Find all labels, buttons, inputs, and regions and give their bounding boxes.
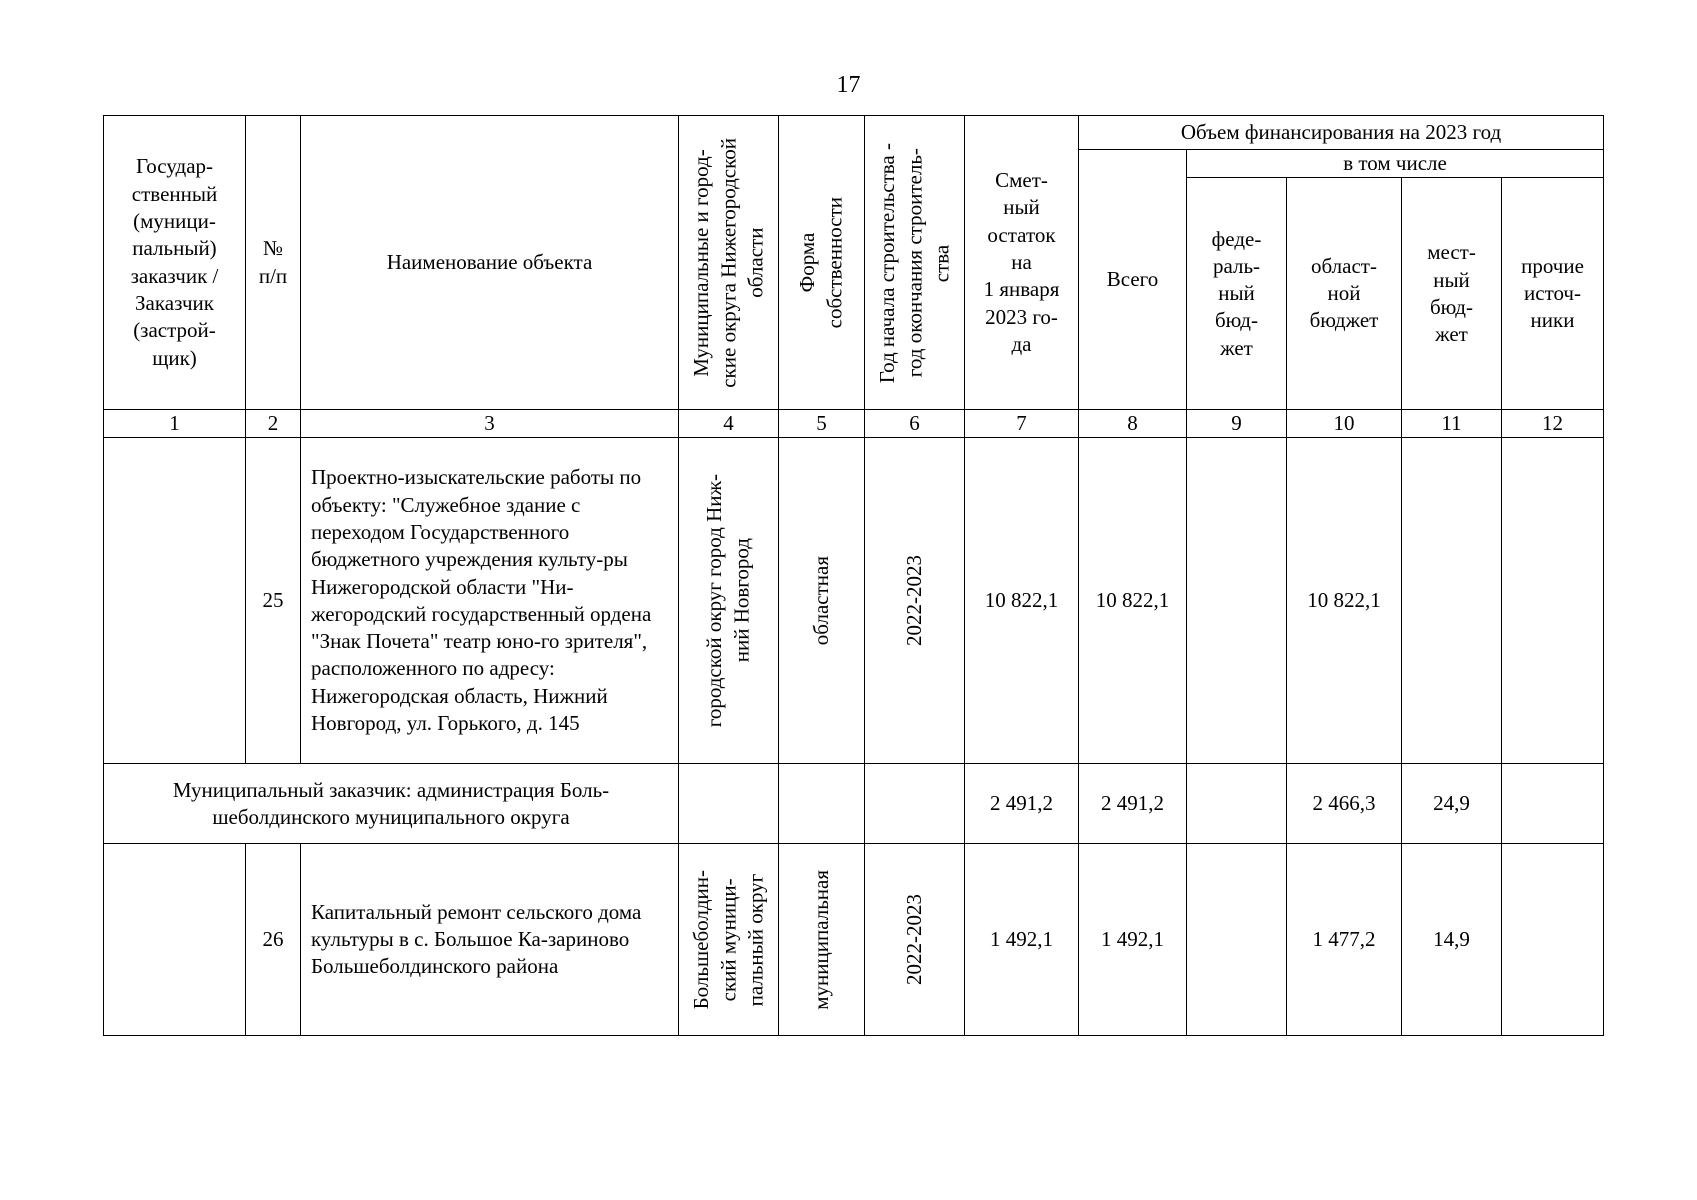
- column-number: 3: [301, 410, 679, 438]
- row-object-name: Капитальный ремонт сельского дома культуры в с. Большое Ка-зариново Большеболдинского района: [301, 844, 679, 1036]
- table-row: [104, 844, 1604, 1036]
- header-municipality: [679, 116, 779, 410]
- row-estimate: 1 492,1: [965, 844, 1079, 1036]
- header-municipality-text: Муниципальные и город- ские округа Нижегородской области: [688, 137, 768, 388]
- header-local: мест- ный бюд- жет: [1402, 178, 1502, 410]
- header-ownership-text: Форма собственности: [795, 196, 847, 329]
- row-regional: 10 822,1: [1287, 438, 1402, 764]
- row-num: 26: [246, 844, 301, 1036]
- customer-local: 24,9: [1402, 764, 1502, 844]
- customer-total: 2 491,2: [1079, 764, 1187, 844]
- row-local: [1402, 438, 1502, 764]
- row-num: 25: [246, 438, 301, 764]
- customer-municipality: [679, 764, 779, 844]
- column-number: 6: [865, 410, 965, 438]
- header-years-text: Год начала строительства - год окончания строитель- ства: [874, 142, 954, 383]
- table-row: [104, 438, 1604, 764]
- header-regional: област- ной бюджет: [1287, 178, 1402, 410]
- header-estimate: Смет- ный остаток на 1 января 2023 го- да: [965, 116, 1079, 410]
- customer-years: [865, 764, 965, 844]
- header-years: [865, 116, 965, 410]
- column-number: 8: [1079, 410, 1187, 438]
- row-years-text: 2022-2023: [901, 894, 926, 986]
- column-number: 7: [965, 410, 1079, 438]
- header-customer: Государ- ственный (муници- пальный) заказчик / Заказчик (застрой- щик): [104, 116, 246, 410]
- column-number: 5: [779, 410, 865, 438]
- row-object-name: Проектно-изыскательские работы по объекту: "Служебное здание с переходом Государственного бюджетного учреждения культу-ры Нижегородской области "Ни-жегородский государственный ордена "Знак Почета" театр юно-го зрителя", расположенного по адресу: Нижегородская область, Нижний Новгород, ул. Горького, д. 145: [301, 438, 679, 764]
- customer-regional: 2 466,3: [1287, 764, 1402, 844]
- row-customer: [104, 844, 246, 1036]
- row-estimate: 10 822,1: [965, 438, 1079, 764]
- customer-estimate: 2 491,2: [965, 764, 1079, 844]
- row-years: [865, 844, 965, 1036]
- row-customer: [104, 438, 246, 764]
- row-regional: 1 477,2: [1287, 844, 1402, 1036]
- row-years-text: 2022-2023: [901, 555, 926, 647]
- row-local: 14,9: [1402, 844, 1502, 1036]
- row-municipality: [679, 438, 779, 764]
- column-number: 12: [1502, 410, 1604, 438]
- customer-ownership: [779, 764, 865, 844]
- customer-federal: [1187, 764, 1287, 844]
- row-ownership: [779, 844, 865, 1036]
- header-funding-title: Объем финансирования на 2023 год: [1079, 116, 1604, 150]
- column-number: 10: [1287, 410, 1402, 438]
- customer-other: [1502, 764, 1604, 844]
- header-ownership: [779, 116, 865, 410]
- row-ownership-text: муниципальная: [808, 869, 833, 1010]
- customer-row: [104, 764, 1604, 844]
- row-other: [1502, 844, 1604, 1036]
- column-number: 9: [1187, 410, 1287, 438]
- row-other: [1502, 438, 1604, 764]
- row-ownership-text: областная: [808, 556, 833, 646]
- row-total: 10 822,1: [1079, 438, 1187, 764]
- header-num: № п/п: [246, 116, 301, 410]
- row-years: [865, 438, 965, 764]
- customer-label: Муниципальный заказчик: администрация Боль- шеболдинского муниципального округа: [104, 764, 679, 844]
- column-number: 4: [679, 410, 779, 438]
- financing-table: [103, 115, 1604, 1036]
- row-municipality-text: городской округ город Ниж- ний Новгород: [702, 474, 754, 728]
- page-number: 17: [836, 72, 861, 98]
- column-number: 2: [246, 410, 301, 438]
- header-object-name: Наименование объекта: [301, 116, 679, 410]
- header-total: Всего: [1079, 150, 1187, 410]
- row-municipality-text: Большеболдин- ский муници- пальный округ: [688, 870, 768, 1010]
- header-federal: феде- раль- ный бюд- жет: [1187, 178, 1287, 410]
- row-federal: [1187, 438, 1287, 764]
- header-other: прочие источ- ники: [1502, 178, 1604, 410]
- column-number: 11: [1402, 410, 1502, 438]
- column-number: 1: [104, 410, 246, 438]
- row-total: 1 492,1: [1079, 844, 1187, 1036]
- row-ownership: [779, 438, 865, 764]
- row-municipality: [679, 844, 779, 1036]
- column-number-row: [104, 410, 1604, 438]
- header-including: в том числе: [1187, 150, 1604, 178]
- row-federal: [1187, 844, 1287, 1036]
